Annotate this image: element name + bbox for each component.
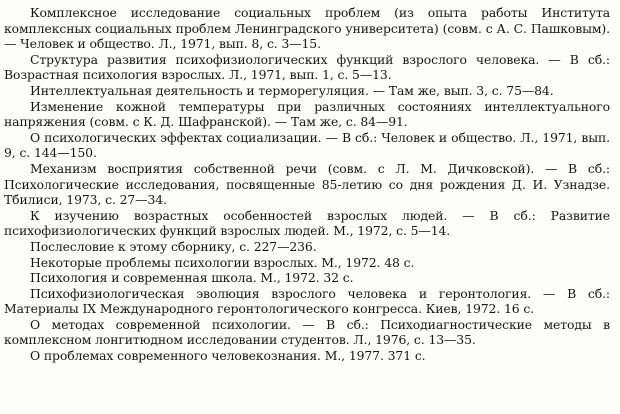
bibliography-entry: Механизм восприятия собственной речи (совм. с Л. М. Дичковской). — В сб.: Психологические исследования, посвященные 85-летию со дня рождения Д. И. Узнадзе. Тбилиси, 1973, с. 27—34.: [4, 160, 610, 208]
bibliography-entry: К изучению возрастных особенностей взрослых людей. — В сб.: Развитие психофизиологических функций взрослых людей. М., 1972, с. 5—14.: [4, 207, 610, 239]
bibliography-entry: Психология и современная школа. М., 1972. 32 с.: [30, 270, 354, 286]
bibliography-entry: О психологических эффектах социализации. — В сб.: Человек и общество. Л., 1971, вып. 9, с. 144—150.: [4, 129, 610, 161]
bibliography-entry: О методах современной психологии. — В сб.: Психодиагностические методы в комплексном лонгитюдном исследовании студентов. Л., 1976, с. 13—35.: [4, 316, 610, 348]
bibliography-entry: Изменение кожной температуры при различных состояниях интеллектуального напряжения (совм. с К. Д. Шафранской). — Там же, с. 84—91.: [4, 98, 610, 130]
bibliography-entry: Послесловие к этому сборнику, с. 227—236.: [30, 238, 317, 254]
bibliography-entry: Психофизиологическая эволюция взрослого человека и геронтология. — В сб.: Материалы IX Международного геронтологического конгресса. Киев, 1972. 16 с.: [4, 285, 610, 317]
bibliography-entry: Структура развития психофизиологических функций взрослого человека. — В сб.: Возрастная психология взрослых. Л., 1971, вып. 1, с. 5—13.: [4, 51, 610, 83]
bibliography-entry: Некоторые проблемы психологии взрослых. М., 1972. 48 с.: [30, 254, 415, 270]
bibliography-entry: Интеллектуальная деятельность и терморегуляция. — Там же, вып. 3, с. 75—84.: [30, 82, 554, 98]
bibliography-entry: Комплексное исследование социальных проблем (из опыта работы Института комплексных социальных проблем Ленинградского университета) (совм. с А. С. Пашковым). — Человек и общество. Л., 1971, вып. 8, с. 3—15.: [4, 5, 610, 52]
bibliography-entry: О проблемах современного человекознания. М., 1977. 371 с.: [30, 348, 426, 364]
